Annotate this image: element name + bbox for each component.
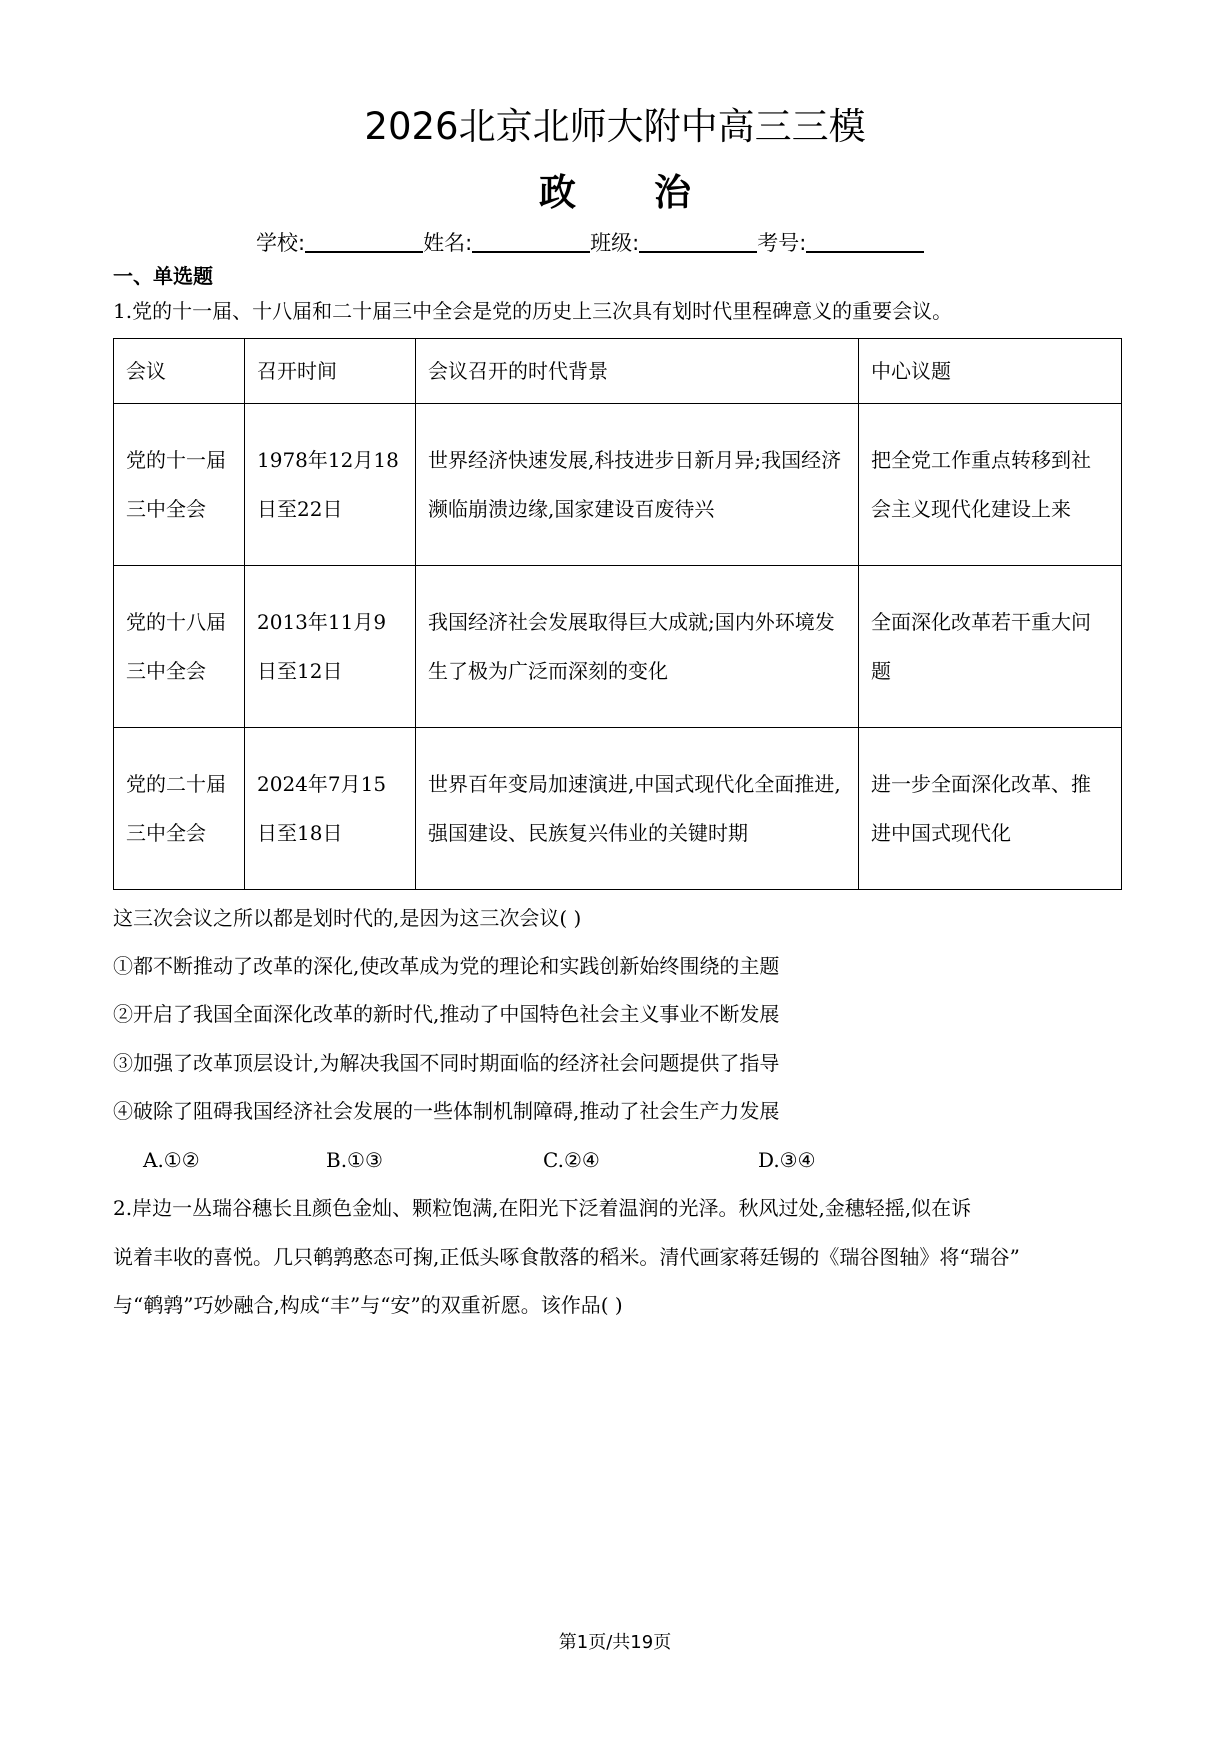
table-header-cell: 会议召开的时代背景 xyxy=(416,339,859,404)
table-cell: 党的十一届三中全会 xyxy=(114,404,245,566)
table-header-cell: 会议 xyxy=(114,339,245,404)
exam-subject xyxy=(0,168,1230,218)
subject-char-1: 政 xyxy=(539,171,576,214)
q2-line-1: 2.岸边一丛瑞谷穗长且颜色金灿、颗粒饱满,在阳光下泛着温润的光泽。秋风过处,金穗轻摇,似在诉 xyxy=(113,1196,972,1220)
subject-char-2: 治 xyxy=(654,171,691,214)
table-row xyxy=(114,404,1122,566)
exam-number-blank xyxy=(806,229,924,253)
table-header-cell: 召开时间 xyxy=(245,339,416,404)
q1-statement-4: ④破除了阻碍我国经济社会发展的一些体制机制障碍,推动了社会生产力发展 xyxy=(113,1099,780,1123)
class-blank xyxy=(639,229,757,253)
exam-title: 2026北京北师大附中高三三模 xyxy=(364,105,866,148)
page-footer: 第1页/共19页 xyxy=(558,1632,672,1653)
table-cell: 把全党工作重点转移到社会主义现代化建设上来 xyxy=(859,404,1122,566)
class-label: 班级: xyxy=(590,231,640,255)
table-cell: 2024年7月15日至18日 xyxy=(245,728,416,890)
table-cell: 党的二十届三中全会 xyxy=(114,728,245,890)
table-row xyxy=(114,566,1122,728)
q2-line-2: 说着丰收的喜悦。几只鹌鹑憨态可掬,正低头啄食散落的稻米。清代画家蒋廷锡的《瑞谷图轴》将“瑞谷” xyxy=(113,1245,1020,1269)
table-cell: 全面深化改革若干重大问题 xyxy=(859,566,1122,728)
table-header-row xyxy=(114,339,1122,404)
q1-question: 这三次会议之所以都是划时代的,是因为这三次会议( ) xyxy=(113,906,582,930)
table-header-cell: 中心议题 xyxy=(859,339,1122,404)
option-d[interactable]: D.③④ xyxy=(758,1148,816,1172)
student-info-line xyxy=(256,228,924,258)
table-cell: 2013年11月9日至12日 xyxy=(245,566,416,728)
q1-statement-3: ③加强了改革顶层设计,为解决我国不同时期面临的经济社会问题提供了指导 xyxy=(113,1051,780,1075)
table-cell: 世界百年变局加速演进,中国式现代化全面推进,强国建设、民族复兴伟业的关键时期 xyxy=(416,728,859,890)
name-blank xyxy=(472,229,590,253)
exam-number-label: 考号: xyxy=(757,231,807,255)
table-cell: 党的十八届三中全会 xyxy=(114,566,245,728)
q1-statement-1: ①都不断推动了改革的深化,使改革成为党的理论和实践创新始终围绕的主题 xyxy=(113,954,780,978)
table-cell: 世界经济快速发展,科技进步日新月异;我国经济濒临崩溃边缘,国家建设百废待兴 xyxy=(416,404,859,566)
name-label: 姓名: xyxy=(423,231,473,255)
table-cell: 我国经济社会发展取得巨大成就;国内外环境发生了极为广泛而深刻的变化 xyxy=(416,566,859,728)
option-b[interactable]: B.①③ xyxy=(326,1148,383,1172)
meetings-table xyxy=(113,338,1122,890)
q1-stem: 1.党的十一届、十八届和二十届三中全会是党的历史上三次具有划时代里程碑意义的重要会议。 xyxy=(113,299,953,323)
q1-statement-2: ②开启了我国全面深化改革的新时代,推动了中国特色社会主义事业不断发展 xyxy=(113,1002,780,1026)
q2-line-3: 与“鹌鹑”巧妙融合,构成“丰”与“安”的双重祈愿。该作品( ) xyxy=(113,1293,623,1317)
table-row xyxy=(114,728,1122,890)
option-a[interactable]: A.①② xyxy=(143,1148,200,1172)
school-label: 学校: xyxy=(256,231,306,255)
section-heading: 一、单选题 xyxy=(113,264,213,288)
table-cell: 进一步全面深化改革、推进中国式现代化 xyxy=(859,728,1122,890)
school-blank xyxy=(305,229,423,253)
option-c[interactable]: C.②④ xyxy=(543,1148,600,1172)
table-cell: 1978年12月18日至22日 xyxy=(245,404,416,566)
